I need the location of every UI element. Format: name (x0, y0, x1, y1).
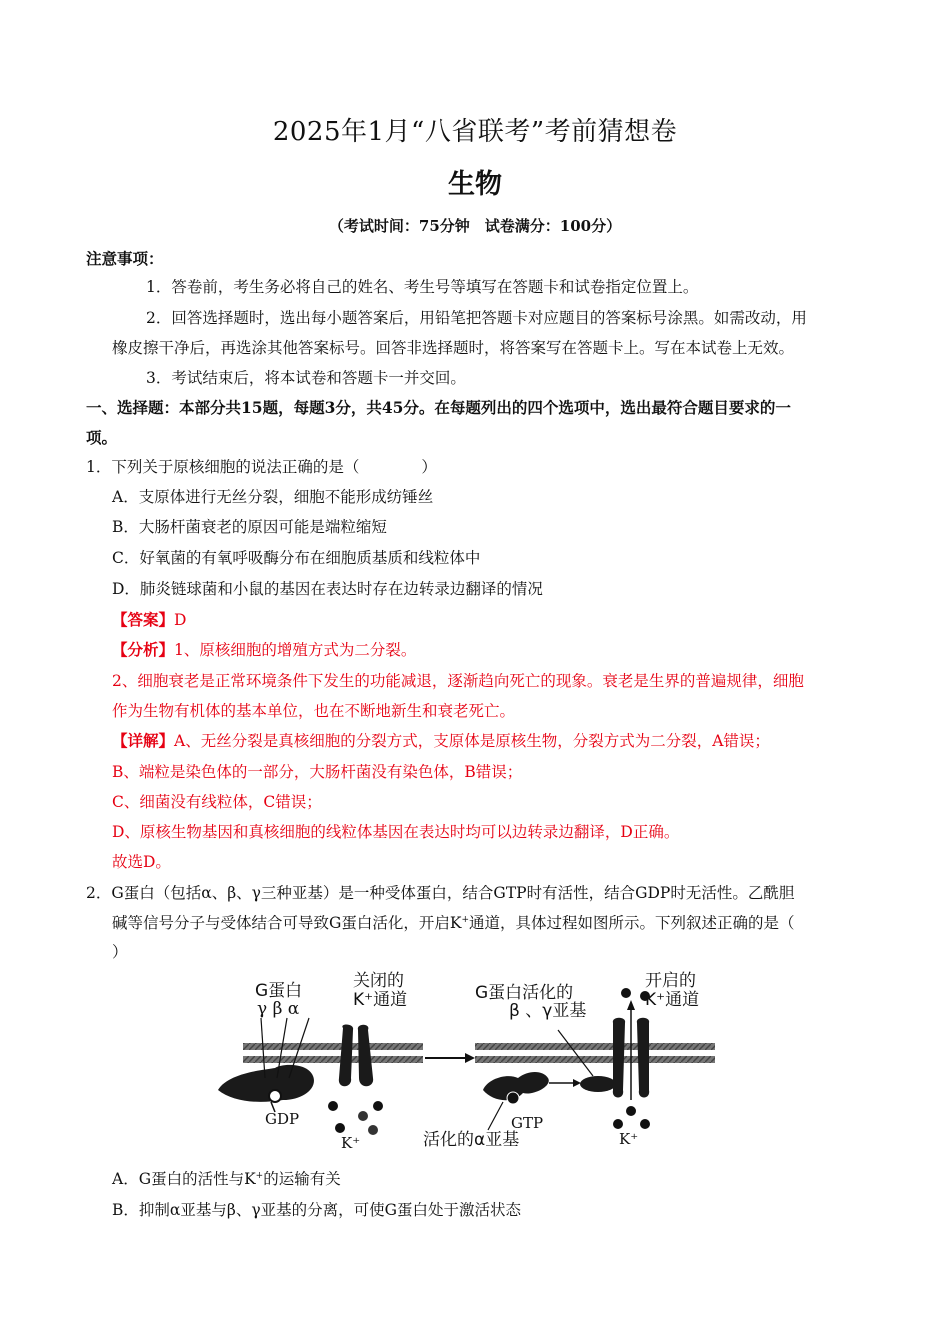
detail-text-1: A、无丝分裂是真核细胞的分裂方式，支原体是原核生物，分裂方式为二分裂，A错误； (174, 732, 770, 750)
closed-channel-left-half (339, 1024, 353, 1086)
notice-item-1: 1．答卷前，考生务必将自己的姓名、考生号等填写在答题卡和试卷指定位置上。 (146, 278, 699, 296)
notice-heading: 注意事项： (86, 249, 164, 268)
question-2-option-b: B．抑制α亚基与β、γ亚基的分离，可使G蛋白处于激活状态 (112, 1201, 521, 1219)
stem-text-a: 碱等信号分子与受体结合可导致G蛋白活化，开启K (112, 914, 462, 932)
exam-meta: （考试时间：75分钟 试卷满分：100分） (328, 217, 622, 235)
g-protein-diagram (213, 971, 743, 1158)
detail-line-2: B、端粒是染色体的一部分，大肠杆菌没有染色体，B错误； (112, 763, 523, 781)
answer-line (112, 609, 186, 631)
open-channel-left-half (613, 1018, 625, 1098)
label-g-protein: G蛋白 (255, 981, 303, 1001)
subject-title: 生物 (448, 169, 502, 200)
analysis-tag: 【分析】 (112, 640, 175, 659)
superscript: + (461, 915, 470, 925)
question-2-stem-end: ） (112, 943, 128, 961)
question-1-option-b: B．大肠杆菌衰老的原因可能是端粒缩短 (112, 518, 387, 536)
membrane-lower-right (475, 1056, 715, 1063)
question-1-stem: 1．下列关于原核细胞的说法正确的是（ ） (86, 458, 437, 476)
question-2-stem-cont (112, 912, 795, 934)
label-k-ion-right: K⁺ (619, 1130, 639, 1148)
answer-tag: 【答案】 (112, 610, 175, 629)
question-2-stem: 2．G蛋白（包括α、β、γ三种亚基）是一种受体蛋白，结合GTP时有活性，结合GDP时无活性。乙酰胆 (86, 884, 795, 902)
label-closed-channel-2: K⁺通道 (353, 990, 408, 1010)
detail-line-3: C、细菌没有线粒体，C错误； (112, 793, 322, 811)
label-activated-alpha: 活化的α亚基 (423, 1130, 520, 1150)
open-channel-right-half (637, 1018, 649, 1098)
label-open-channel-2: K⁺通道 (645, 990, 700, 1010)
membrane-lower-left (243, 1056, 423, 1063)
label-open-channel-1: 开启的 (645, 971, 696, 991)
detail-tag: 【详解】 (112, 731, 175, 750)
answer-value: D (174, 611, 187, 629)
notice-item-3: 3．考试结束后，将本试卷和答题卡一并交回。 (146, 369, 466, 387)
membrane-upper-right (475, 1043, 715, 1050)
label-gtp: GTP (511, 1114, 544, 1132)
notice-item-2: 2．回答选择题时，选出每小题答案后，用铅笔把答题卡对应题目的答案标号涂黑。如需改动，用 (146, 309, 807, 327)
analysis-text-1: 1、原核细胞的增殖方式为二分裂。 (174, 641, 417, 659)
question-1-option-c: C．好氧菌的有氧呼吸酶分布在细胞质基质和线粒体中 (112, 549, 481, 567)
conclusion-line: 故选D。 (112, 853, 171, 871)
analysis-line-3: 作为生物有机体的基本单位，也在不断地新生和衰老死亡。 (112, 702, 516, 720)
label-subunits: γ β α (257, 999, 300, 1019)
analysis-line-2: 2、细胞衰老是正常环境条件下发生的功能减退，逐渐趋向死亡的现象。衰老是生界的普遍规律，细胞 (112, 672, 804, 690)
detail-line-1 (112, 730, 770, 752)
closed-channel-right-half (358, 1025, 373, 1087)
page-title: 2025年1月“八省联考”考前猜想卷 (272, 117, 678, 147)
membrane-upper-left (243, 1043, 423, 1050)
question-1-option-d: D．肺炎链球菌和小鼠的基因在表达时存在边转录边翻译的情况 (112, 580, 543, 598)
option-a-text: A．G蛋白的活性与K (112, 1170, 256, 1188)
question-2-option-a (112, 1168, 341, 1190)
section-heading-cont: 项。 (86, 428, 118, 447)
label-beta-gamma: β 、γ亚基 (509, 1001, 587, 1021)
analysis-line-1 (112, 639, 416, 661)
label-activated-g-protein: G蛋白活化的 (475, 983, 574, 1003)
superscript: + (255, 1171, 264, 1181)
label-closed-channel-1: 关闭的 (353, 971, 404, 991)
question-1-option-a: A．支原体进行无丝分裂，细胞不能形成纺锤丝 (112, 488, 434, 506)
stem-text-b: 通道，具体过程如图所示。下列叙述正确的是（ (469, 914, 795, 932)
label-k-ion-left: K⁺ (341, 1134, 361, 1152)
g-protein-inactive-shape (218, 1065, 314, 1102)
detail-line-4: D、原核生物基因和真核细胞的线粒体基因在表达时均可以边转录边翻译，D正确。 (112, 823, 680, 841)
notice-item-2-cont: 橡皮擦干净后，再选涂其他答案标号。回答非选择题时，将答案写在答题卡上。写在本试卷上无效。 (112, 339, 795, 357)
section-heading: 一、选择题：本部分共15题，每题3分，共45分。在每题列出的四个选项中，选出最符合题目要求的一 (86, 398, 791, 417)
beta-gamma-subunit-shape (580, 1076, 616, 1092)
label-gdp: GDP (265, 1110, 300, 1128)
option-a-text-end: 的运输有关 (263, 1170, 341, 1188)
